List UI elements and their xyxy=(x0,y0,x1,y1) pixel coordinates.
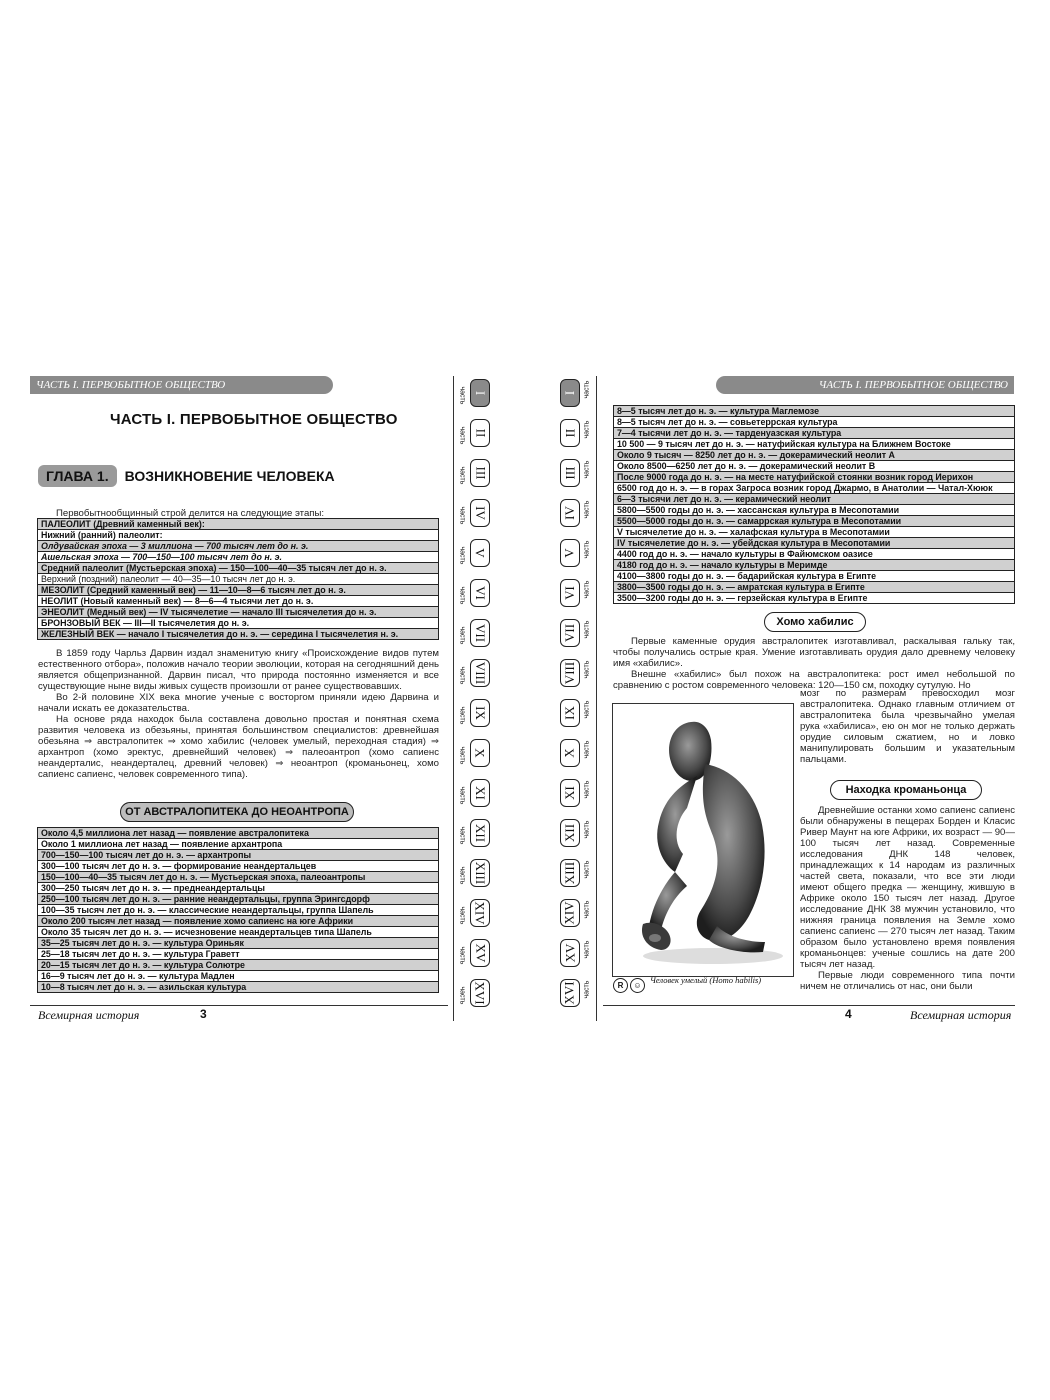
tab-word: часть xyxy=(583,540,591,559)
tab-part-9[interactable] xyxy=(470,699,490,727)
timeline-row: Около 1 миллиона лет назад — появление архантропа xyxy=(38,839,439,850)
cro-magnon-text: Древнейшие останки хомо сапиенс сапиенс были обнаружены в пещерах Борден и Класис Ривер Маунт на юге Африки, их возраст — 90—100 тысяч лет назад. Современные исследования ДНК 148 человек, принадлежащих к 14 народам из различных частей света, показали, что все эти люди имеют общего предка — женщину, жившую в Африке около 150 тысяч лет назад. Другое исследование ДНК 38 мужчин установило, что нижняя граница появления на Земле хомо сапиенс сапиенс — 270 тысяч лет назад. Таким образом было установлено время появления кроманьонцев: ученые сошлись на дате 200 тысяч лет назад. Первые люди современного типа почти ничем не отличались от нас, они были xyxy=(800,805,1015,992)
right-timeline-table xyxy=(613,405,1015,604)
tab-part-6[interactable] xyxy=(560,579,580,607)
stage-row: ЭНЕОЛИТ (Медный век) — IV тысячелетие — начало III тысячелетия до н. э. xyxy=(38,607,439,618)
tab-numeral: XV xyxy=(473,943,488,963)
tab-word: часть xyxy=(583,940,591,959)
tab-word: часть xyxy=(583,980,591,999)
timeline-row: 5500—5000 годы до н. э. — самаррская культура в Месопотамии xyxy=(614,516,1015,527)
tab-part-5[interactable] xyxy=(560,539,580,567)
section-title-cro-magnon: Находка кроманьонца xyxy=(830,780,982,800)
timeline-row: 16—9 тысяч лет до н. э. — культура Мадлен xyxy=(38,971,439,982)
tab-part-7[interactable] xyxy=(470,619,490,647)
tab-word: часть xyxy=(458,786,466,805)
tab-part-15[interactable] xyxy=(560,939,580,967)
timeline-row: Около 8500—6250 лет до н. э. — докерамический неолит В xyxy=(614,461,1015,472)
tab-numeral: XVI xyxy=(562,981,578,1005)
tab-word: часть xyxy=(458,426,466,445)
tab-numeral: VI xyxy=(473,586,488,600)
tab-numeral: IV xyxy=(473,506,488,520)
tab-numeral: XV xyxy=(562,943,577,963)
left-body-text: В 1859 году Чарльз Дарвин издал знаменитую книгу «Происхождение видов путем естественного отбора», положив начало теории эволюции, которая на сегодняшний день является общепризнанной. Дарвин писал, что природа постоянно изменяется и все существующие ныне виды живых существ произошли от ранее существовавших. Во 2-й половине XIX века многие ученые с восторгом приняли идею Дарвина и начали искать ее доказательства. На основе ряда находок была составлена довольно простая и понятная схема развития человека из обезьяны, принятая большинством специалистов: древнейшая обезьяна ⇒ австралопитек ⇒ хомо хабилис (человек умелый, переходная стадия) ⇒ архантроп (хомо эректус, древнейший человек) ⇒ палеоантроп (хомо сапиенс неандерталис, неандерталец, древний человек) ⇒ неоантроп (кроманьонец, хомо сапиенс сапиенс, человек современного типа). xyxy=(38,648,439,780)
tab-part-11[interactable] xyxy=(560,779,580,807)
habilis-text-top: Первые каменные орудия австралопитек изготавливал, раскалывая гальку так, чтобы получались острые края. Умение изготавливать орудия дало древнему человеку имя «хабилис». Внешне «хабилис» был похож на австралопитека: рост имел небольшой по сравнению с ростом современного человека: 120—150 см, походку сутулую. Но xyxy=(613,636,1015,691)
tab-numeral: V xyxy=(472,548,488,558)
tab-word: часть xyxy=(583,420,591,439)
homo-habilis-illustration xyxy=(613,704,793,976)
timeline-row: 25—18 тысяч лет до н. э. — культура Граветт xyxy=(38,949,439,960)
timeline-row: Около 35 тысяч лет до н. э. — исчезновение неандертальцев типа Шапель xyxy=(38,927,439,938)
tab-part-10[interactable] xyxy=(470,739,490,767)
right-footer-rule xyxy=(603,1005,1015,1006)
habilis-text-side: мозг по размерам превосходил мозг австралопитека. Однако главным отличием от австралопитека была чрезвычайно умелая рука «хабилиса», ею он мог не только держать орудие силовым сжатием, но и ловко манипулировать большим и указательным пальцами. xyxy=(800,688,1015,765)
timeline-row: Около 200 тысяч лет назад — появление хомо сапиенс на юге Африки xyxy=(38,916,439,927)
tab-numeral: VIII xyxy=(473,661,489,685)
tab-numeral: X xyxy=(472,748,488,758)
stage-row: Верхний (поздний) палеолит — 40—35—10 тысяч лет до н. э. xyxy=(38,574,439,585)
tab-word: часть xyxy=(583,860,591,879)
tab-numeral: V xyxy=(561,548,577,558)
timeline-row: IV тысячелетие до н. э. — убейдская культура в Месопотамии xyxy=(614,538,1015,549)
tab-part-15[interactable] xyxy=(470,939,490,967)
tab-numeral: XI xyxy=(562,786,577,800)
chapter-name: ВОЗНИКНОВЕНИЕ ЧЕЛОВЕКА xyxy=(124,468,335,484)
tab-numeral: I xyxy=(473,390,488,396)
tab-part-13[interactable] xyxy=(560,859,580,887)
stage-row: Ашельская эпоха — 700—150—100 тысяч лет до н. э. xyxy=(38,552,439,563)
tab-numeral: IX xyxy=(562,706,577,720)
tab-numeral: VI xyxy=(562,586,577,600)
timeline-row: 5800—5500 годы до н. э. — хассанская культура в Месопотамии xyxy=(614,505,1015,516)
part-title: ЧАСТЬ I. ПЕРВОБЫТНОЕ ОБЩЕСТВО xyxy=(110,411,398,428)
timeline-row: 4100—3800 годы до н. э. — бадарийская культура в Египте xyxy=(614,571,1015,582)
tab-word: часть xyxy=(583,380,591,399)
tab-part-4[interactable] xyxy=(560,499,580,527)
tab-part-9[interactable] xyxy=(560,699,580,727)
tab-numeral: VII xyxy=(562,623,578,643)
timeline-row: 6—3 тысячи лет до н. э. — керамический неолит xyxy=(614,494,1015,505)
tab-part-6[interactable] xyxy=(470,579,490,607)
tab-word: часть xyxy=(583,580,591,599)
timeline-row: 35—25 тысяч лет до н. э. — культура Ориньяк xyxy=(38,938,439,949)
tab-numeral: VIII xyxy=(562,661,578,685)
tab-part-14[interactable] xyxy=(470,899,490,927)
timeline-row: 20—15 тысяч лет до н. э. — культура Солютре xyxy=(38,960,439,971)
timeline-row: 10 500 — 9 тысяч лет до н. э. — натуфийская культура на Ближнем Востоке xyxy=(614,439,1015,450)
tab-word: часть xyxy=(583,780,591,799)
timeline-row: 3800—3500 годы до н. э. — амратская культура в Египте xyxy=(614,582,1015,593)
tab-numeral: XVI xyxy=(473,981,489,1005)
stage-row: Средний палеолит (Мустьерская эпоха) — 150—100—40—35 тысяч лет до н. э. xyxy=(38,563,439,574)
timeline-row: 300—250 тысяч лет до н. э. — преднеандертальцы xyxy=(38,883,439,894)
homo-habilis-figure xyxy=(612,703,794,977)
tab-numeral: X xyxy=(561,748,577,758)
tab-numeral: IX xyxy=(473,706,488,720)
rating-badge-icon: R xyxy=(613,978,628,993)
timeline-row: После 9000 года до н. э. — на месте натуфийской стоянки возник город Иерихон xyxy=(614,472,1015,483)
timeline-row: 8—5 тысяч лет до н. э. — совьетеррская культура xyxy=(614,417,1015,428)
tab-word: часть xyxy=(583,500,591,519)
timeline-row: Около 9 тысяч — 8250 лет до н. э. — докерамический неолит А xyxy=(614,450,1015,461)
timeline-row: 3500—3200 годы до н. э. — герзейская культура в Египте xyxy=(614,593,1015,604)
chapter-heading xyxy=(38,465,335,487)
tab-word: часть xyxy=(458,626,466,645)
timeline-row: Около 4,5 миллиона лет назад — появление австралопитека xyxy=(38,828,439,839)
tab-part-8[interactable] xyxy=(470,659,490,687)
tab-part-7[interactable] xyxy=(560,619,580,647)
timeline-row: 250—100 тысяч лет до н. э. — ранние неандертальцы, группа Эрингсдорф xyxy=(38,894,439,905)
tab-numeral: XII xyxy=(473,823,489,843)
timeline-row: 7—4 тысячи лет до н. э. — тарденуазская культура xyxy=(614,428,1015,439)
left-page-number: 3 xyxy=(200,1007,207,1021)
tab-part-16[interactable] xyxy=(470,979,490,1007)
tab-numeral: VII xyxy=(473,623,489,643)
left-footer-title: Всемирная история xyxy=(38,1008,140,1022)
tab-numeral: XII xyxy=(562,823,578,843)
right-page-number: 4 xyxy=(845,1007,852,1021)
tab-part-1[interactable] xyxy=(470,379,490,407)
tab-word: часть xyxy=(458,866,466,885)
tab-part-4[interactable] xyxy=(470,499,490,527)
tab-numeral: XIII xyxy=(562,861,578,885)
timeline-row: 6500 год до н. э. — в горах Загроса возник город Джармо, в Анатолии — Чатал-Хююк xyxy=(614,483,1015,494)
timeline-row: 300—100 тысяч лет до н. э. — формирование неандертальцев xyxy=(38,861,439,872)
timeline-row: 150—100—40—35 тысяч лет до н. э. — Мустьерская эпоха, палеоантропы xyxy=(38,872,439,883)
tab-part-5[interactable] xyxy=(470,539,490,567)
timeline-row: 700—150—100 тысяч лет до н. э. — архантропы xyxy=(38,850,439,861)
tab-word: часть xyxy=(458,986,466,1005)
tab-part-3[interactable] xyxy=(560,459,580,487)
tab-numeral: II xyxy=(472,428,488,438)
tab-word: часть xyxy=(583,620,591,639)
tab-part-2[interactable] xyxy=(560,419,580,447)
tab-word: часть xyxy=(458,586,466,605)
tab-part-3[interactable] xyxy=(470,459,490,487)
timeline-row: 100—35 тысяч лет до н. э. — классические неандертальцы, группа Шапель xyxy=(38,905,439,916)
tab-part-16[interactable] xyxy=(560,979,580,1007)
tab-numeral: II xyxy=(561,428,577,438)
stage-row: НЕОЛИТ (Новый каменный век) — 8—6—4 тысячи лет до н. э. xyxy=(38,596,439,607)
tab-numeral: XIV xyxy=(473,901,489,925)
tab-numeral: XIV xyxy=(562,901,578,925)
timeline-row: 4400 год до н. э. — начало культуры в Файюмском оазисе xyxy=(614,549,1015,560)
tab-word: часть xyxy=(458,466,466,485)
tab-word: часть xyxy=(458,746,466,765)
tab-part-1[interactable] xyxy=(560,379,580,407)
timeline-row: 4180 год до н. э. — начало культуры в Меримде xyxy=(614,560,1015,571)
tab-part-14[interactable] xyxy=(560,899,580,927)
tab-word: часть xyxy=(458,906,466,925)
tab-word: часть xyxy=(583,900,591,919)
tab-word: часть xyxy=(458,386,466,405)
tab-part-2[interactable] xyxy=(470,419,490,447)
intro-text: Первобытнообщинный строй делится на следующие этапы: xyxy=(56,508,325,519)
smile-icon: ☺ xyxy=(630,978,645,993)
tab-word: часть xyxy=(458,706,466,725)
figure-caption: Человек умелый (Homo habilis) xyxy=(650,975,762,985)
section-title-homo-habilis: Хомо хабилис xyxy=(764,612,866,632)
left-footer-rule xyxy=(30,1005,448,1006)
stage-row: ЖЕЛЕЗНЫЙ ВЕК — начало I тысячелетия до н. э. — середина I тысячелетия н. э. xyxy=(38,629,439,640)
tab-word: часть xyxy=(583,660,591,679)
timeline-row: V тысячелетие до н. э. — халафская культура в Месопотамии xyxy=(614,527,1015,538)
left-timeline-table xyxy=(37,827,439,993)
stages-table xyxy=(37,518,439,640)
stage-row: ПАЛЕОЛИТ (Древний каменный век): xyxy=(38,519,439,530)
chapter-badge: ГЛАВА 1. xyxy=(38,465,117,487)
tab-word: часть xyxy=(583,740,591,759)
stage-row: МЕЗОЛИТ (Средний каменный век) — 11—10—8—6 тысяч лет до н. э. xyxy=(38,585,439,596)
tab-word: часть xyxy=(458,506,466,525)
tab-word: часть xyxy=(458,946,466,965)
tab-part-11[interactable] xyxy=(470,779,490,807)
tab-numeral: III xyxy=(562,466,577,480)
tab-numeral: XI xyxy=(473,786,488,800)
tab-numeral: XIII xyxy=(473,861,489,885)
tab-numeral: IV xyxy=(562,506,577,520)
tab-part-10[interactable] xyxy=(560,739,580,767)
stage-row: БРОНЗОВЫЙ ВЕК — III—II тысячелетия до н. э. xyxy=(38,618,439,629)
section-title-australopithecus: ОТ АВСТРАЛОПИТЕКА ДО НЕОАНТРОПА xyxy=(120,802,354,822)
tab-part-12[interactable] xyxy=(470,819,490,847)
tab-word: часть xyxy=(458,826,466,845)
left-running-header: ЧАСТЬ I. ПЕРВОБЫТНОЕ ОБЩЕСТВО xyxy=(30,376,333,394)
tab-part-12[interactable] xyxy=(560,819,580,847)
tab-word: часть xyxy=(458,666,466,685)
tab-numeral: III xyxy=(473,466,488,480)
tab-word: часть xyxy=(583,700,591,719)
right-running-header: ЧАСТЬ I. ПЕРВОБЫТНОЕ ОБЩЕСТВО xyxy=(716,376,1014,394)
stage-row: Олдувайская эпоха — 3 миллиона — 700 тысяч лет до н. э. xyxy=(38,541,439,552)
tab-part-8[interactable] xyxy=(560,659,580,687)
right-tab-divider xyxy=(596,376,597,1021)
left-tab-divider xyxy=(453,376,454,1021)
tab-word: часть xyxy=(583,820,591,839)
timeline-row: 8—5 тысяч лет до н. э. — культура Маглемозе xyxy=(614,406,1015,417)
tab-numeral: I xyxy=(562,390,577,396)
tab-word: часть xyxy=(583,460,591,479)
stage-row: Нижний (ранний) палеолит: xyxy=(38,530,439,541)
tab-word: часть xyxy=(458,546,466,565)
tab-part-13[interactable] xyxy=(470,859,490,887)
right-footer-title: Всемирная история xyxy=(910,1008,1012,1022)
timeline-row: 10—8 тысяч лет до н. э. — азильская культура xyxy=(38,982,439,993)
